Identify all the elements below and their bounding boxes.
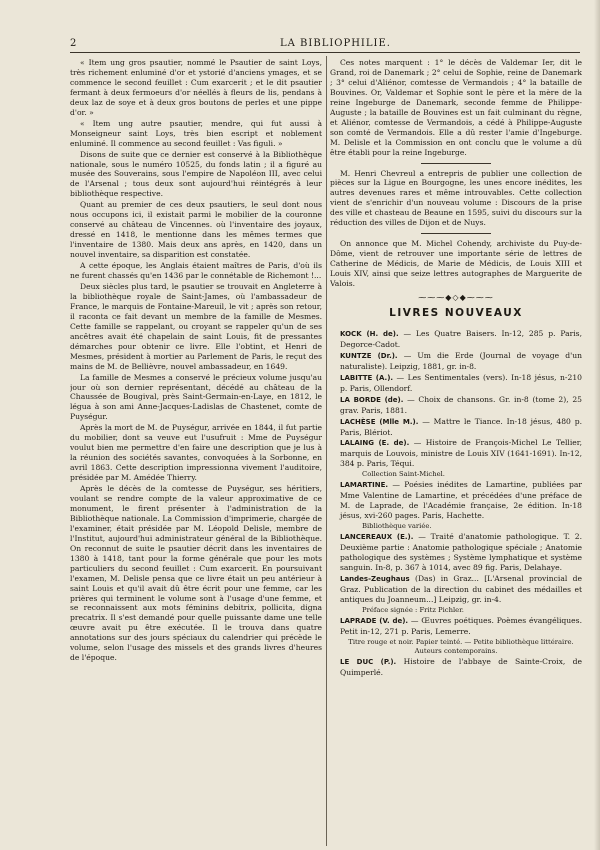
paragraph: Quant au premier de ces deux psautiers, le seul dont nous nous occupons ici, il existait parmi le mobilier de la couronne conservé au château de Vincennes. où l'inventaire des joyaux, dressé en 1418, le mentionne dans les mêmes termes que l'inventaire de 1380. Mais deux ans après, en 1420, dans un nouvel inventaire, sa disparition est constatée. bbox=[70, 200, 322, 260]
book-entry bbox=[330, 480, 582, 521]
book-entry bbox=[330, 574, 582, 605]
book-description: — Les Quatre Baisers. In-12, 285 p. Paris, Degorce-Cadot. bbox=[340, 328, 582, 349]
separator-rule bbox=[421, 163, 491, 164]
book-description: — Choix de chansons. Gr. in-8 (tome 2), 25 grav. Paris, 1881. bbox=[340, 394, 582, 415]
page-header bbox=[70, 38, 580, 53]
page-edge-shadow bbox=[594, 0, 600, 850]
book-author: LABITTE (A.). bbox=[340, 373, 394, 382]
book-author: KUNTZE (Dr.). bbox=[340, 351, 398, 360]
book-author: LA BORDE (de). bbox=[340, 395, 404, 404]
paragraph: A cette époque, les Anglais étaient maîtres de Paris, d'où ils ne furent chassés qu'en 1436 par le connétable de Richemont !... bbox=[70, 261, 322, 281]
entry-note: Bibliothèque variée. bbox=[362, 522, 432, 531]
book-author: LALAING (E. de). bbox=[340, 439, 410, 448]
book-description: — Poésies inédites de Lamartine, publiées par Mme Valentine de Lamartine, et précédées d'une préface de M. de Laprade, de l'Académie française, 2e édition. In-18 jésus, xvi-260 pages. Paris, Hachette. bbox=[340, 480, 582, 521]
book-description: — Œuvres poétiques. Poèmes évangéliques. Petit in-12, 271 p. Paris, Lemerre. bbox=[340, 615, 582, 636]
book-author: LAMARTINE. bbox=[340, 481, 389, 490]
book-description: (Das) in Graz... [L'Arsenal provincial de Graz. Publication de la direction du cabinet des médailles et antiques du Joanneum...] Leipzig, gr. in-4. bbox=[340, 573, 582, 604]
book-description: — Um die Erde (Journal de voyage d'un naturaliste). Leipzig, 1881, gr. in-8. bbox=[340, 350, 582, 371]
separator-rule bbox=[421, 233, 491, 234]
book-description: Histoire de l'abbaye de Sainte-Croix, de Quimperlé. bbox=[340, 656, 582, 677]
book-entry bbox=[330, 395, 582, 416]
book-entry bbox=[330, 351, 582, 372]
entry-note: Titre rouge et noir. Papier teinté. — Petite bibliothèque littéraire. Auteurs contemporains. bbox=[348, 637, 574, 655]
book-author: LE DUC (P.). bbox=[340, 657, 397, 666]
entry-note: Collection Saint-Michel. bbox=[362, 470, 445, 479]
section-title: LIVRES NOUVEAUX bbox=[389, 306, 523, 319]
book-author: LANCEREAUX (E.). bbox=[340, 533, 414, 542]
book-author: LACHÈSE (Mlle M.). bbox=[340, 417, 419, 426]
paragraph: Après la mort de M. de Puységur, arrivée en 1844, il fut partie du mobilier, dont sa veuve eut l'usufruit : Mme de Puységur voulut bien me permettre d'en faire une description que je lus à la réunion des sociétés savantes, convoquées à la Sorbonne, en avril 1863. Cette description impressionna vivement l'auditoire, présidée par M. Amédée Thierry. bbox=[70, 423, 322, 483]
book-list bbox=[330, 329, 582, 678]
book-description: — Mattre le Tiance. In-18 jésus, 480 p. Paris, Blériot. bbox=[340, 416, 582, 437]
book-author: KOCK (H. de). bbox=[340, 329, 399, 338]
paragraph: Disons de suite que ce dernier est conservé à la Bibliothèque nationale, sous le numéro 10525, du fonds latin ; il a figuré au musée des Souverains, sous l'empire de Napoléon III, avec celui de l'Arsenal ; tous deux sont aujourd'hui réintégrés à leur bibliothèque respective. bbox=[70, 149, 322, 199]
book-description: — Histoire de François-Michel Le Tellier, marquis de Louvois, ministre de Louis XIV (1641-1691). In-12, 384 p. Paris, Téqui. bbox=[340, 438, 582, 469]
book-entry bbox=[330, 438, 582, 469]
paragraph: M. Henri Chevreul a entrepris de publier une collection de pièces sur la Ligue en Bourgogne, les unes encore inédites, les autres devenues rares et même introuvables. Cette collection vient de s'enrichir d'un nouveau volume : Discours de la prise des ville et chasteau de Beaune en 1595, suivi du discours sur la réduction des villes de Dijon et de Nuys. bbox=[330, 168, 582, 228]
column-divider bbox=[326, 56, 327, 846]
page-number: 2 bbox=[70, 38, 77, 49]
book-description: — Les Sentimentales (vers). In-18 jésus, n-210 p. Paris, Ollendorf. bbox=[340, 372, 582, 393]
paragraph: Ces notes marquent : 1° le décès de Valdemar Ier, dit le Grand, roi de Danemark ; 2° celui de Sophie, reine de Danemark ; 3° celui d'Aliénor, comtesse de Vermandois ; 4° la bataille de Bouvines. Or, Valdemar et Sophie sont le père et la mère de la reine Ingeburge de Danemark, seconde femme de Philippe-Auguste ; la bataille de Bouvines est un fait culminant du règne, et Aliénor, comtesse de Vermandois, a cédé à Philippe-Auguste son comté de Vermandois. Elle a dû rester l'amie d'Ingeburge. M. Delisle et la Commission en ont conclu que le volume a dû être établi pour la reine Ingeburge. bbox=[330, 58, 582, 157]
book-entry bbox=[330, 532, 582, 573]
book-entry bbox=[330, 657, 582, 678]
paragraph: Deux siècles plus tard, le psautier se trouvait en Angleterre à la bibliothèque royale de Saint-James, où l'ambassadeur de France, le marquis de Fontaine-Mareuil, le vit ; après son retour, il raconta ce fait devant un membre de la famille de Mesmes. Cette famille se rappelant, ou croyant se rappeler qu'un de ses ancêtres avait été chapelain de saint Louis, fit de pressantes démarches pour obtenir ce livre. Elle l'obtint, et Henri de Mesmes, président à mortier au Parlement de Paris, le reçut des mains de M. de Bellièvre, nouvel ambassadeur, en 1649. bbox=[70, 281, 322, 371]
entry-note: Préface signée : Fritz Pichler. bbox=[362, 605, 464, 614]
running-title: LA BIBLIOPHILIE. bbox=[280, 38, 391, 49]
paragraph: On annonce que M. Michel Cohendy, archiviste du Puy-de-Dôme, vient de retrouver une importante série de lettres de Catherine de Médicis, de Marie de Médicis, de Louis XIII et Louis XIV, ainsi que seize lettres autographes de Marguerite de Valois. bbox=[330, 239, 582, 289]
book-author: Landes-Zeughaus bbox=[340, 574, 410, 583]
paragraph: Après le décès de la comtesse de Puységur, ses héritiers, voulant se rendre compte de la valeur approximative de ce monument, le firent présenter à l'administration de la Bibliothèque nationale. La Commission d'imprimerie, chargée de l'examiner, était présidée par M. Léopold Delisle, membre de l'Institut, aujourd'hui administrateur général de la Bibliothèque. On reconnut de suite le psautier décrit dans les inventaires de 1380 à 1418, tant pour la forme générale que pour les mots particuliers du second feuillet : Cum exarcerit. En poursuivant l'examen, M. Delisle pensa que ce livre était un peu antérieur à saint Louis et qu'il avait dû être écrit pour une femme, car les prières qui terminent le volume sont à l'usage d'une femme, et se reconnaissent aux mots féminins debitrix, pollicita, digna precatrix. Il s'est demandé pour quelle puissante dame une telle œuvre avait pu être exécutée. Il le trouva dans quatre annotations sur des jours spéciaux du calendrier qui précède le volume, selon l'usage des missels et des grands livres d'heures de l'époque. bbox=[70, 484, 322, 663]
left-column bbox=[70, 58, 322, 838]
book-entry bbox=[330, 373, 582, 394]
paragraph: La famille de Mesmes a conservé le précieux volume jusqu'au jour où son dernier représentant, décédé au château de la Chaussée de Bougival, près Saint-Germain-en-Laye, en 1812, le légua à son ami Anne-Jacques-Ladislas de Chastenet, comte de Puységur. bbox=[70, 372, 322, 422]
book-description: — Traité d'anatomie pathologique. T. 2. Deuxième partie : Anatomie pathologique spéciale ; Anatomie pathologique des systèmes ; Système lymphatique et système sanguin. In-8, p. 367 à 1014, avec 89 fig. Paris, Delahaye. bbox=[340, 532, 582, 572]
book-author: LAPRADE (V. de). bbox=[340, 616, 409, 625]
book-entry bbox=[330, 417, 582, 438]
right-column bbox=[330, 58, 582, 838]
paragraph: « Item ung autre psautier, mendre, qui fut aussi à Monseigneur saint Loys, très bien escript et noblement enluminé. Il commence au second feuillet : Vas figuli. » bbox=[70, 118, 322, 148]
book-entry bbox=[330, 329, 582, 350]
paragraph: « Item ung gros psautier, nommé le Psautier de saint Loys, très richement enluminé d'or et ystorié d'anciens ymages, et se commence le second feuillet : Cum exarcerit ; et le dit psautier fermant à deux fermoeurs d'or néellés à fleurs de lis, pendans à deux laz de soye et à deux gros boutons de perles et une pippe d'or. » bbox=[70, 58, 322, 117]
book-entry bbox=[330, 616, 582, 637]
ornament-divider: ⁓⁓⁓◆◇◆⁓⁓⁓ bbox=[418, 293, 494, 303]
